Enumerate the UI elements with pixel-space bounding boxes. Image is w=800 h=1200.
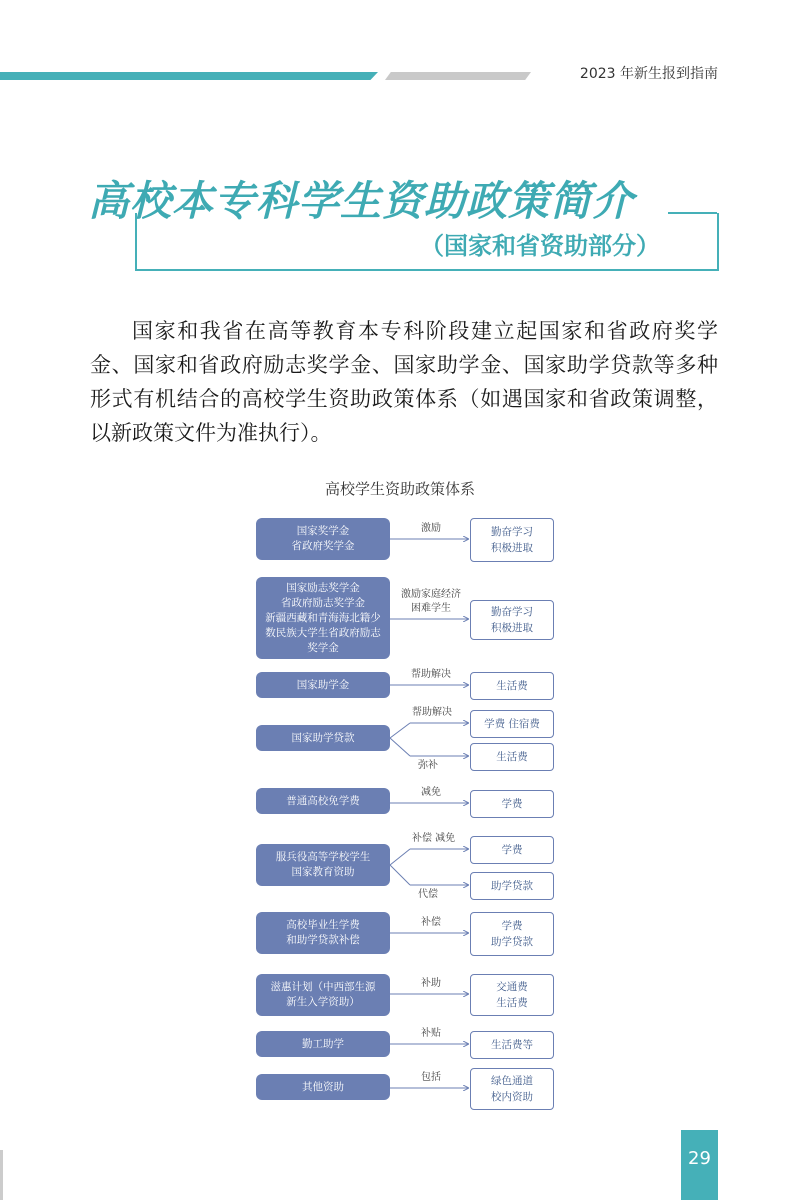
outcome-box-line: 学费 <box>501 798 523 810</box>
chart-title: 高校学生资助政策体系 <box>324 480 475 498</box>
relation-label: 帮助解决 <box>412 707 452 718</box>
policy-node-line: 国家助学贷款 <box>291 731 355 744</box>
policy-node-line: 省政府奖学金 <box>291 540 355 552</box>
outcome-box <box>470 1031 554 1059</box>
policy-node-line: 新疆西藏和青海海北籍少 <box>265 611 381 624</box>
relation-label-line: 补偿 <box>421 917 441 928</box>
policy-node-line: 勤工助学 <box>302 1037 344 1050</box>
outcome-box <box>470 790 554 818</box>
relation-label: 弥补 <box>418 760 438 771</box>
outcome-box-line: 交通费 <box>496 981 528 993</box>
page-edge-mark <box>0 1150 3 1200</box>
guide-title: 2023 年新生报到指南 <box>579 66 718 82</box>
relation-label <box>396 588 466 616</box>
policy-node-line: 国家励志奖学金 <box>286 581 360 594</box>
outcome-box-line: 积极进取 <box>491 622 533 634</box>
policy-node <box>256 1031 390 1057</box>
page-title: 高校本专科学生资助政策简介 <box>88 177 634 225</box>
outcome-box-line: 勤奋学习 <box>491 526 533 538</box>
policy-node-line: 服兵役高等学校学生 <box>275 851 371 863</box>
outcome-box <box>470 518 554 562</box>
outcome-box-line: 生活费等 <box>491 1039 533 1051</box>
policy-node-line: 数民族大学生省政府励志 <box>265 626 381 639</box>
policy-node <box>256 725 390 751</box>
connector-line <box>390 723 410 738</box>
outcome-box: 学费 <box>470 836 554 864</box>
policy-node <box>256 577 390 659</box>
policy-node <box>256 912 390 954</box>
outcome-box <box>470 672 554 700</box>
page-number: 29 <box>681 1130 718 1200</box>
policy-node-line: 高校毕业生学费 <box>286 919 360 931</box>
outcome-box-line: 积极进取 <box>491 542 533 554</box>
policy-node <box>256 974 390 1016</box>
outcome-box-line: 学费 <box>501 920 523 932</box>
policy-node-line: 普通高校免学费 <box>286 794 360 807</box>
policy-node-line: 新生入学资助） <box>286 996 360 1008</box>
outcome-box-line: 助学贷款 <box>491 936 533 948</box>
outcome-box-line: 生活费 <box>496 997 528 1009</box>
relation-label-line: 包括 <box>421 1072 441 1083</box>
connector-line <box>390 849 410 865</box>
policy-node <box>256 788 390 814</box>
outcome-box-line: 校内资助 <box>491 1091 533 1103</box>
outcome-box-line: 绿色通道 <box>491 1075 533 1087</box>
policy-node <box>256 844 390 886</box>
relation-label-line: 帮助解决 <box>411 669 451 680</box>
relation-label <box>396 1071 466 1085</box>
relation-label <box>396 522 466 536</box>
relation-label-line: 补助 <box>421 978 441 989</box>
relation-label <box>396 916 466 930</box>
relation-label: 代偿 <box>418 889 438 900</box>
connector-line <box>390 865 410 885</box>
relation-label <box>396 977 466 991</box>
outcome-box-line: 生活费 <box>496 680 528 692</box>
policy-node-line: 和助学贷款补偿 <box>286 934 360 946</box>
outcome-box: 助学贷款 <box>470 872 554 900</box>
policy-node <box>256 672 390 698</box>
relation-label-line: 困难学生 <box>411 603 451 614</box>
outcome-box <box>470 600 554 640</box>
policy-node-line: 奖学金 <box>307 641 339 654</box>
outcome-box: 学费 住宿费 <box>470 710 554 738</box>
connector-line <box>390 738 410 756</box>
policy-node-line: 其他资助 <box>302 1080 344 1093</box>
policy-node-line: 国家奖学金 <box>296 525 350 537</box>
relation-label-line: 激励家庭经济 <box>401 589 461 600</box>
relation-label: 补偿 减免 <box>412 833 456 844</box>
policy-node-line: 国家教育资助 <box>291 866 355 878</box>
policy-node <box>256 1074 390 1100</box>
outcome-box: 生活费 <box>470 743 554 771</box>
policy-node-line: 国家助学金 <box>296 678 350 691</box>
page-subtitle: （国家和省资助部分） <box>420 232 660 260</box>
relation-label-line: 补贴 <box>421 1028 441 1039</box>
policy-node-line: 省政府励志奖学金 <box>281 596 365 609</box>
policy-node-line: 滋惠计划（中西部生源 <box>270 981 376 993</box>
intro-paragraph: 国家和我省在高等教育本专科阶段建立起国家和省政府奖学金、国家和省政府励志奖学金、国家助学金、国家助学贷款等多种形式有机结合的高校学生资助政策体系（如遇国家和省政策调整，以新政策文件为准执行）。 <box>90 319 718 445</box>
relation-label <box>396 668 466 682</box>
outcome-box <box>470 912 554 956</box>
outcome-box-line: 勤奋学习 <box>491 606 533 618</box>
outcome-box <box>470 1068 554 1110</box>
relation-label <box>396 1027 466 1041</box>
relation-label-line: 减免 <box>421 787 441 798</box>
relation-label-line: 激励 <box>421 523 441 534</box>
outcome-box <box>470 974 554 1016</box>
policy-node <box>256 518 390 560</box>
relation-label <box>396 786 466 800</box>
